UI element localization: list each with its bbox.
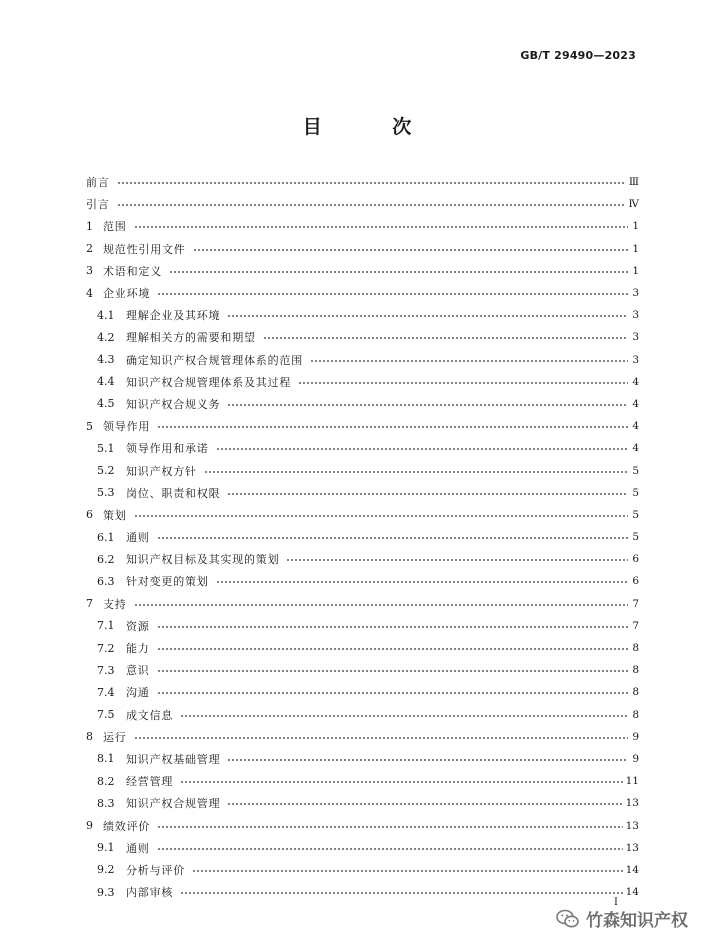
toc-entry[interactable]: [86, 415, 639, 437]
dot-leader: [117, 204, 626, 206]
toc-entry-title: 知识产权合规管理体系及其过程: [126, 374, 295, 390]
toc-entry[interactable]: [86, 726, 639, 748]
toc-entry-title: 知识产权目标及其实现的策划: [126, 551, 283, 567]
toc-entry-page: 5: [632, 508, 639, 521]
toc-entry-number: 7.2: [97, 641, 115, 655]
dot-leader: [157, 293, 628, 295]
toc-entry-page: 8: [632, 686, 639, 699]
toc-entry-title: 前言: [86, 174, 114, 190]
toc-entry-page: 8: [632, 642, 639, 655]
toc-entry-page: 3: [632, 309, 639, 322]
toc-entry-title: 理解企业及其环境: [126, 307, 224, 323]
dot-leader: [157, 426, 628, 428]
dot-leader: [298, 382, 628, 384]
dot-leader: [286, 559, 628, 561]
toc-entry[interactable]: [86, 881, 639, 903]
toc-entry[interactable]: [86, 593, 639, 615]
toc-entry-title: 经营管理: [126, 773, 177, 789]
toc-entry-title: 范围: [103, 218, 131, 234]
toc-entry-page: 7: [632, 597, 639, 610]
toc-entry-title: 知识产权合规义务: [126, 396, 224, 412]
toc-entry-number: 4.2: [97, 330, 115, 344]
toc-entry-page: 1: [632, 220, 639, 233]
dot-leader: [216, 581, 628, 583]
dot-leader: [157, 648, 628, 650]
toc-entry-number: 6: [86, 508, 93, 522]
toc-entry-page: 7: [632, 619, 639, 632]
toc-entry-title: 策划: [103, 507, 131, 523]
dot-leader: [204, 471, 628, 473]
toc-entry[interactable]: [86, 837, 639, 859]
toc-entry[interactable]: [86, 570, 639, 592]
toc-entry[interactable]: [86, 659, 639, 681]
dot-leader: [193, 249, 628, 251]
dot-leader: [157, 670, 628, 672]
dot-leader: [134, 604, 628, 606]
toc-entry-page: 14: [625, 886, 639, 899]
toc-entry-page: 4: [632, 397, 639, 410]
dot-leader: [157, 626, 628, 628]
toc-entry-page: Ⅲ: [628, 176, 639, 189]
toc-entry-title: 岗位、职责和权限: [126, 485, 224, 501]
dot-leader: [227, 759, 628, 761]
toc-entry-number: 8.1: [97, 752, 115, 766]
toc-entry-number: 6.2: [97, 552, 115, 566]
toc-entry-number: 5.1: [97, 441, 115, 455]
toc-entry-title: 引言: [86, 196, 114, 212]
dot-leader: [227, 803, 622, 805]
toc-entry[interactable]: [86, 504, 639, 526]
toc-entry-number: 7.5: [97, 708, 115, 722]
toc-entry-page: 5: [632, 486, 639, 499]
toc-entry-page: 14: [625, 863, 639, 876]
toc-entry-number: 5.2: [97, 464, 115, 478]
toc-entry-page: 3: [632, 287, 639, 300]
toc-entry[interactable]: [86, 482, 639, 504]
watermark-text: 竹森知识产权: [586, 911, 688, 931]
toc-entry[interactable]: [86, 681, 639, 703]
toc-entry-page: 13: [625, 819, 639, 832]
dot-leader: [169, 271, 628, 273]
toc-entry-title: 成文信息: [126, 707, 177, 723]
toc-entry-page: 4: [632, 375, 639, 388]
toc-entry[interactable]: [86, 770, 639, 792]
toc-entry[interactable]: [86, 304, 639, 326]
toc-entry-number: 1: [86, 219, 93, 233]
toc-entry-number: 4.1: [97, 308, 115, 322]
toc-entry-number: 8: [86, 730, 93, 744]
toc-entry-title: 规范性引用文件: [103, 241, 190, 257]
table-of-contents: [86, 171, 639, 903]
page-title: 目 次: [302, 116, 444, 138]
toc-entry-number: 9: [86, 819, 93, 833]
toc-entry-number: 9.3: [97, 885, 115, 899]
dot-leader: [117, 182, 626, 184]
toc-entry-page: 4: [632, 442, 639, 455]
dot-leader: [134, 515, 628, 517]
toc-entry[interactable]: [86, 437, 639, 459]
toc-entry-title: 知识产权方针: [126, 463, 201, 479]
toc-entry-number: 7.3: [97, 663, 115, 677]
toc-entry-number: 2: [86, 242, 93, 256]
toc-entry-title: 领导作用和承诺: [126, 440, 213, 456]
dot-leader: [180, 781, 622, 783]
toc-entry-page: 9: [632, 752, 639, 765]
toc-entry-title: 运行: [103, 729, 131, 745]
toc-entry-page: Ⅳ: [628, 198, 639, 211]
toc-entry[interactable]: [86, 615, 639, 637]
toc-entry-number: 5: [86, 419, 93, 433]
toc-entry-title: 支持: [103, 596, 131, 612]
dot-leader: [157, 848, 623, 850]
toc-entry-title: 知识产权合规管理: [126, 795, 224, 811]
toc-entry-title: 领导作用: [103, 418, 154, 434]
toc-entry[interactable]: [86, 238, 639, 260]
toc-entry-page: 11: [625, 775, 639, 788]
toc-entry-title: 术语和定义: [103, 263, 166, 279]
toc-entry-title: 绩效评价: [103, 818, 154, 834]
toc-entry-title: 针对变更的策划: [126, 573, 213, 589]
toc-entry-page: 3: [632, 331, 639, 344]
toc-entry[interactable]: [86, 459, 639, 481]
toc-entry-page: 4: [632, 420, 639, 433]
page-number: I: [614, 897, 618, 908]
dot-leader: [310, 360, 628, 362]
toc-entry-title: 企业环境: [103, 285, 154, 301]
watermark: [556, 906, 688, 931]
toc-entry-title: 通则: [126, 529, 154, 545]
dot-leader: [157, 826, 622, 828]
toc-entry-title: 资源: [126, 618, 154, 634]
toc-entry[interactable]: [86, 215, 639, 237]
toc-entry-title: 能力: [126, 640, 154, 656]
toc-entry-number: 7: [86, 597, 93, 611]
dot-leader: [180, 715, 628, 717]
toc-entry[interactable]: [86, 349, 639, 371]
toc-entry-page: 3: [632, 353, 639, 366]
toc-entry-title: 通则: [126, 840, 154, 856]
dot-leader: [180, 892, 622, 894]
toc-entry-number: 8.3: [97, 796, 115, 810]
toc-entry-page: 8: [632, 708, 639, 721]
toc-entry[interactable]: [86, 792, 639, 814]
toc-entry-page: 9: [632, 730, 639, 743]
standard-code: GB/T 29490—2023: [520, 49, 636, 62]
toc-entry[interactable]: [86, 748, 639, 770]
toc-entry-title: 内部审核: [126, 884, 177, 900]
wechat-icon: [556, 909, 580, 929]
dot-leader: [157, 692, 628, 694]
toc-entry-page: 13: [625, 841, 639, 854]
toc-entry[interactable]: [86, 326, 639, 348]
toc-entry[interactable]: [86, 371, 639, 393]
toc-entry-number: 3: [86, 264, 93, 278]
toc-entry-number: 8.2: [97, 774, 115, 788]
dot-leader: [227, 404, 628, 406]
toc-entry-page: 1: [632, 264, 639, 277]
toc-entry-number: 5.3: [97, 486, 115, 500]
toc-entry-page: 13: [625, 797, 639, 810]
toc-entry-number: 4.5: [97, 397, 115, 411]
toc-entry-number: 4.3: [97, 353, 115, 367]
dot-leader: [227, 315, 628, 317]
toc-entry-page: 5: [632, 464, 639, 477]
dot-leader: [157, 537, 628, 539]
toc-entry-number: 7.1: [97, 619, 115, 633]
dot-leader: [192, 870, 623, 872]
toc-entry[interactable]: [86, 193, 639, 215]
toc-entry-page: 5: [632, 531, 639, 544]
toc-entry[interactable]: [86, 171, 639, 193]
toc-entry-number: 4.4: [97, 375, 115, 389]
toc-entry[interactable]: [86, 704, 639, 726]
toc-entry-title: 意识: [126, 662, 154, 678]
toc-entry[interactable]: [86, 282, 639, 304]
toc-entry-number: 6.1: [97, 530, 115, 544]
toc-entry-title: 分析与评价: [126, 862, 189, 878]
dot-leader: [216, 448, 628, 450]
toc-entry-page: 6: [632, 553, 639, 566]
toc-entry[interactable]: [86, 637, 639, 659]
toc-entry-title: 确定知识产权合规管理体系的范围: [126, 352, 307, 368]
toc-entry[interactable]: [86, 526, 639, 548]
toc-entry-page: 1: [632, 242, 639, 255]
toc-entry[interactable]: [86, 548, 639, 570]
toc-entry-title: 沟通: [126, 684, 154, 700]
dot-leader: [263, 337, 628, 339]
toc-entry[interactable]: [86, 859, 639, 881]
toc-entry-number: 9.1: [97, 841, 115, 855]
toc-entry-page: 8: [632, 664, 639, 677]
dot-leader: [227, 493, 628, 495]
toc-entry-number: 4: [86, 286, 93, 300]
toc-entry-page: 6: [632, 575, 639, 588]
toc-entry-title: 理解相关方的需要和期望: [126, 329, 260, 345]
toc-entry-number: 9.2: [97, 863, 115, 877]
toc-entry-number: 7.4: [97, 685, 115, 699]
dot-leader: [134, 226, 628, 228]
dot-leader: [134, 737, 628, 739]
toc-entry[interactable]: [86, 814, 639, 836]
toc-entry-title: 知识产权基础管理: [126, 751, 224, 767]
toc-entry-number: 6.3: [97, 574, 115, 588]
toc-entry[interactable]: [86, 260, 639, 282]
toc-entry[interactable]: [86, 393, 639, 415]
